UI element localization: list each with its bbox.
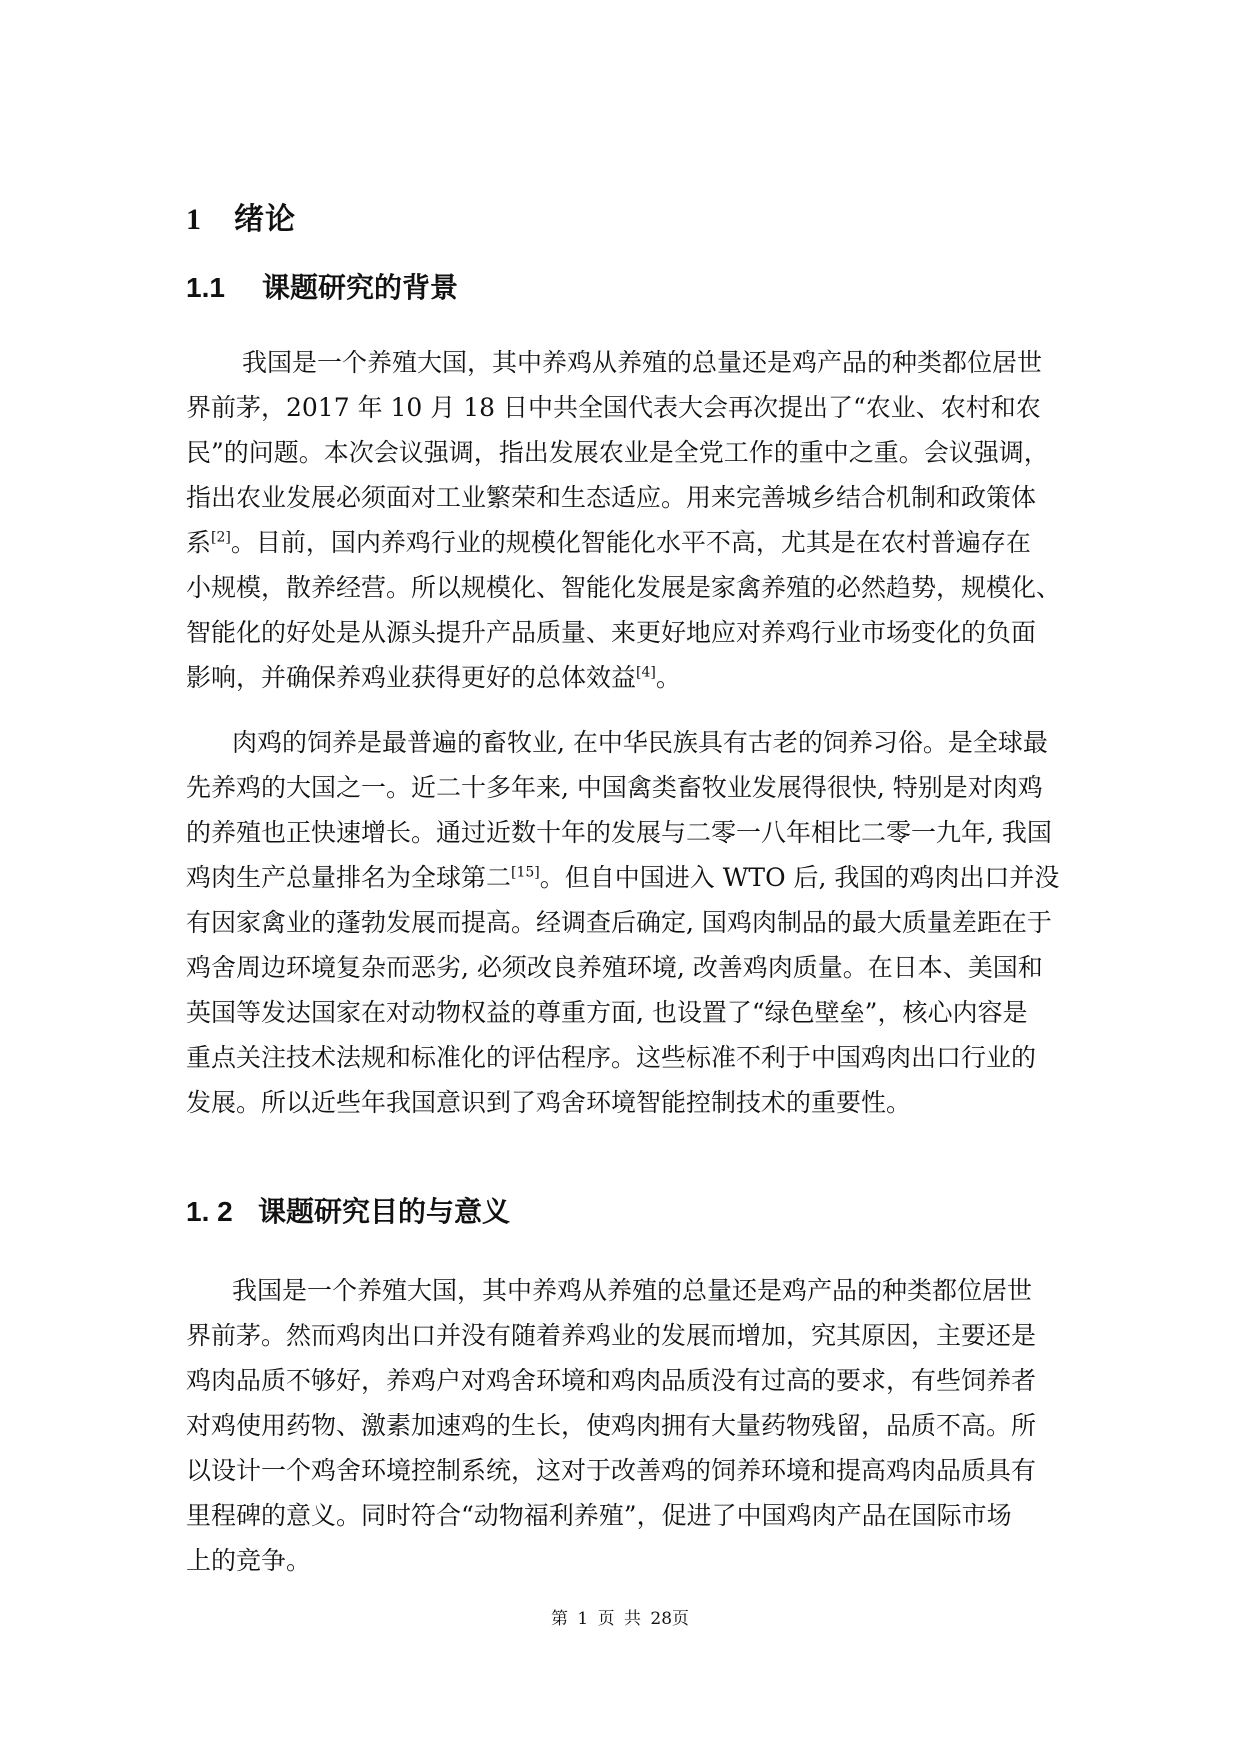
text-line: 我国是一个养殖大国，其中养鸡从养殖的总量还是鸡产品的种类都位居世: [242, 348, 1043, 377]
text-line: [186, 520, 1056, 565]
text-line: 重点关注技术法规和标准化的评估程序。这些标准不利于中国鸡肉出口行业的: [186, 1043, 1037, 1072]
text-line: 上的竞争。: [186, 1546, 312, 1575]
section-title: 课题研究的背景: [262, 271, 459, 304]
page-footer: 第 1 页 共 28页: [550, 1609, 690, 1629]
section-number: 1.1: [186, 272, 225, 303]
section-heading-1-1: [186, 266, 458, 306]
text-line: 以设计一个鸡舍环境控制系统，这对于改善鸡的饲养环境和提高鸡肉品质具有: [186, 1456, 1037, 1485]
citation: [15]: [511, 864, 540, 881]
text-line: 界前茅。然而鸡肉出口并没有随着养鸡业的发展而增加，究其原因，主要还是: [186, 1321, 1037, 1350]
text-line: 的养殖也正快速增长。通过近数十年的发展与二零一八年相比二零一九年, 我国: [186, 818, 1052, 847]
chapter-number: 1: [186, 203, 202, 236]
chapter-title: 绪论: [234, 202, 296, 237]
section-heading-1-2: [186, 1190, 510, 1230]
chapter-heading: [186, 194, 296, 238]
text-line: 智能化的好处是从源头提升产品质量、来更好地应对养鸡行业市场变化的负面: [186, 618, 1037, 647]
paragraph-purpose: [186, 1268, 1056, 1583]
text-segment: 鸡肉生产总量排名为全球第二: [186, 863, 512, 892]
text-line: 里程碑的意义。同时符合“动物福利养殖”，促进了中国鸡肉产品在国际市场: [186, 1501, 1012, 1530]
text-line: [186, 655, 1056, 700]
text-line: 英国等发达国家在对动物权益的尊重方面, 也设置了“绿色壁垒”，核心内容是: [186, 998, 1028, 1027]
text-line: 发展。所以近些年我国意识到了鸡舍环境智能控制技术的重要性。: [186, 1088, 912, 1117]
section-title: 课题研究目的与意义: [258, 1195, 511, 1228]
text-line: 鸡肉品质不够好，养鸡户对鸡舍环境和鸡肉品质没有过高的要求，有些饲养者: [186, 1366, 1037, 1395]
text-line: [186, 855, 1060, 900]
citation: [4]: [636, 664, 656, 681]
text-line: 我国是一个养殖大国，其中养鸡从养殖的总量还是鸡产品的种类都位居世: [232, 1276, 1033, 1305]
text-line: 指出农业发展必须面对工业繁荣和生态适应。用来完善城乡结合机制和政策体: [186, 483, 1037, 512]
text-segment: 影响，并确保养鸡业获得更好的总体效益: [186, 663, 637, 692]
text-line: 肉鸡的饲养是最普遍的畜牧业, 在中华民族具有古老的饲养习俗。是全球最: [232, 728, 1048, 757]
text-segment: 。目前，国内养鸡行业的规模化智能化水平不高，尤其是在农村普遍存在: [230, 528, 1031, 557]
text-line: 有因家禽业的蓬勃发展而提高。经调查后确定, 国鸡肉制品的最大质量差距在于: [186, 908, 1052, 937]
text-segment: 系: [186, 528, 212, 557]
text-line: 鸡舍周边环境复杂而恶劣, 必须改良养殖环境, 改善鸡肉质量。在日本、美国和: [186, 953, 1043, 982]
text-line: 对鸡使用药物、激素加速鸡的生长，使鸡肉拥有大量药物残留，品质不高。所: [186, 1411, 1037, 1440]
citation: [2]: [211, 529, 231, 546]
text-segment: 。但自中国进入 WTO 后, 我国的鸡肉出口并没: [539, 863, 1060, 892]
text-line: 民”的问题。本次会议强调，指出发展农业是全党工作的重中之重。会议强调，: [186, 438, 1049, 467]
text-segment: 。: [655, 663, 681, 692]
section-number: 1. 2: [186, 1196, 233, 1227]
text-line: 界前茅，2017 年 10 月 18 日中共全国代表大会再次提出了“农业、农村和农: [186, 393, 1041, 422]
text-line: 小规模，散养经营。所以规模化、智能化发展是家禽养殖的必然趋势，规模化、: [186, 573, 1062, 602]
paragraph-background-1: [186, 340, 1062, 700]
text-line: 先养鸡的大国之一。近二十多年来, 中国禽类畜牧业发展得很快, 特别是对肉鸡: [186, 773, 1043, 802]
paragraph-background-2: [186, 720, 1060, 1125]
